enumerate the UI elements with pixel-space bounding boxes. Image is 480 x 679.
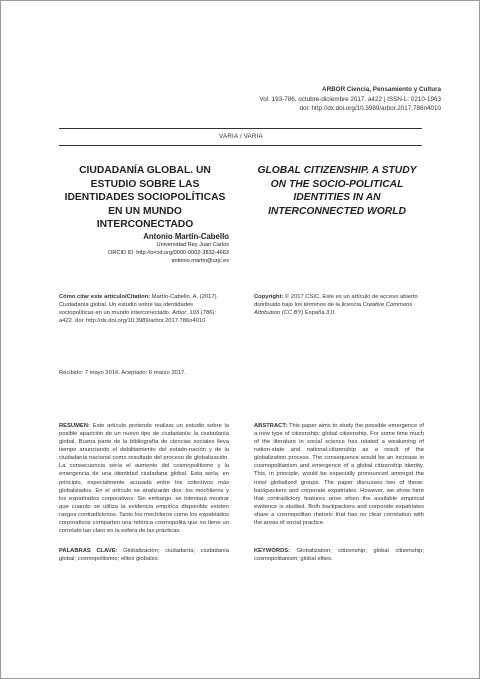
citation-text-2: , 193 (786): a422. doi: http://dx.doi.org/10.3989/arbor.2017.786n4010 bbox=[59, 310, 216, 325]
copyright-label: Copyright: bbox=[254, 294, 284, 300]
abstract-spanish-text: Este artículo pretende realizar un estudio sobre la posible aparición de un nuevo tipo de ciudadanía: la ciudadanía global. Buena parte de la bibliografía de ciencias sociales lleva tiempo anunciando el debilitamiento del estado-nación y de la ciudadanía nacional como resultado del proceso de globalización. La consecuencia sería el aumento del cosmopolitismo y la emergencia de una identidad ciudadana global. Esta sería, en principio, especialmente acusada entre los colectivos más globalizados. En el artículo se analizarán dos: los mochileros y los expatriados corporativos. Sin embargo, se intentará mostrar que cuando se utiliza la evidencia empírica disponible existen rasgos contradictorios. Tanto los mochileros como los expatriados corporativos comparten una retórica cosmopolita que no tiene un correlato tan claro en la esfera de las prácticas. bbox=[59, 423, 229, 535]
section-rule-bottom bbox=[59, 145, 422, 146]
author-name: Antonio Martín-Cabello bbox=[143, 232, 229, 241]
abstract-spanish-label: RESUMEN: bbox=[59, 423, 90, 429]
author-affiliation: Universidad Rey Juan Carlos bbox=[156, 242, 229, 248]
copyright-text-1: © 2017 CSIC. Este es un artículo de acceso abierto distribuido bajo los términos de la licencia bbox=[254, 294, 418, 309]
keywords-spanish-text: Globalización; ciudadanía; ciudadanía global; cosmopolitismo; elites globales. bbox=[59, 548, 229, 563]
author-orcid[interactable]: ORCID ID: http://orcid.org/0000-0002-3832-4663 bbox=[108, 250, 229, 257]
journal-volume: Vol. 193-786, octubre-diciembre 2017, a422 | ISSN-L: 0210-1963 bbox=[259, 95, 441, 103]
title-english: GLOBAL CITIZENSHIP. A STUDY ON THE SOCIO-POLITICAL IDENTITIES IN AN INTERCONNECTED WORLD bbox=[257, 165, 417, 217]
journal-header bbox=[259, 85, 441, 114]
citation-journal: Arbor bbox=[172, 310, 187, 317]
received-dates: Recibido: 7 mayo 2016. Aceptado: 6 marzo 2017. bbox=[59, 370, 186, 376]
citation-label: Cómo citar este artículo/Citation: bbox=[59, 294, 151, 300]
journal-name: ARBOR Ciencia, Pensamiento y Cultura bbox=[322, 86, 441, 93]
abstract-spanish bbox=[59, 422, 229, 535]
abstract-english-text: This paper aims to study the possible emergence of a new type of citizenship: global citizenship. For some time much of the literature in social science has related a weakening of nation-state and national-citizenship as a result of the globalization process. The consequence would be an increase in cosmopolitanism and emergence of a global citizenship identity. This, in principle, would be especially pronounced amongst the most globalized groups. The paper discusses two of these: backpackers and corporate expatriates. However, we show here that contradictory features arise when the available empirical evidence is studied. Both backpackers and corporate expatriates share a cosmopolitan rhetoric that has no clear correlation with the areas of social practice. bbox=[254, 423, 424, 526]
keywords-english-label: KEYWORDS: bbox=[254, 548, 291, 554]
section-rule-top bbox=[59, 128, 422, 129]
title-spanish: CIUDADANÍA GLOBAL. UN ESTUDIO SOBRE LAS IDENTIDADES SOCIOPOLÍTICAS EN UN MUNDO INTERCONECTADO bbox=[64, 165, 226, 230]
citation-block bbox=[59, 293, 227, 325]
abstract-english bbox=[254, 422, 424, 527]
copyright-text-2: España 3.0. bbox=[303, 310, 336, 317]
author-email[interactable]: antonio.martin@urjc.es bbox=[171, 258, 229, 265]
keywords-english-text: Globalization; citizenship; global citizenship; cosmopolitanism; global elites. bbox=[254, 548, 424, 563]
keywords-spanish-label: PALABRAS CLAVE: bbox=[59, 548, 118, 554]
abstract-english-label: ABSTRACT: bbox=[254, 423, 288, 429]
keywords-spanish bbox=[59, 547, 229, 563]
author-block bbox=[108, 232, 229, 266]
section-label: VARIA / VARIA bbox=[219, 133, 263, 140]
citation-text-1: Martín-Cabello, A. (2017). Ciudadanía global. Un estudio sobre las identidades sociopolíticas en un mundo interconectado. bbox=[59, 294, 219, 317]
journal-doi[interactable]: doi: http://dx.doi.org/10.3989/arbor.2017.786n4010 bbox=[299, 105, 441, 113]
keywords-english bbox=[254, 547, 424, 563]
copyright-block bbox=[254, 293, 424, 317]
copyright-license[interactable]: Creative Commons Attribution (CC BY) bbox=[254, 302, 413, 317]
